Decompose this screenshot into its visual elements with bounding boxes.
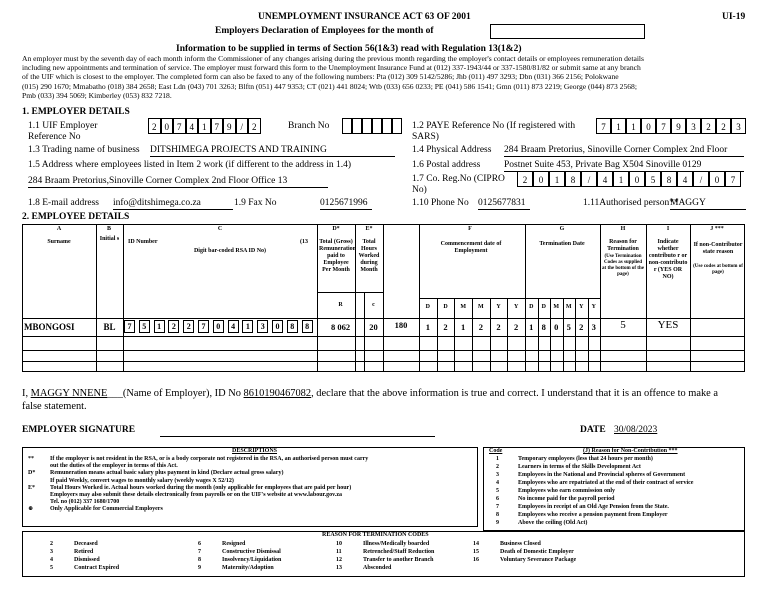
- email-label: 1.8 E-mail address: [28, 198, 99, 208]
- cell-contributor[interactable]: YES: [657, 319, 679, 331]
- termination-reason: Deceased: [74, 541, 98, 547]
- digit-box[interactable]: /: [693, 171, 709, 187]
- column-letter: G: [559, 226, 565, 232]
- cell-surname[interactable]: MBONGOSI: [24, 322, 75, 332]
- termination-code: 2: [50, 541, 53, 547]
- header-non-contrib-note: (Use codes at bottom of page): [693, 264, 743, 275]
- termination-code: 8: [198, 557, 201, 563]
- column-divider: [490, 298, 491, 372]
- date-digit[interactable]: 2: [514, 322, 519, 332]
- uif-ref-label: 1.1 UIF Employer Reference No: [28, 121, 98, 142]
- non-contribution-code: 5: [496, 488, 499, 494]
- row-divider: [317, 292, 383, 293]
- employee-details-heading: 2. EMPLOYEE DETAILS: [22, 212, 130, 222]
- id-digit-box[interactable]: 8: [302, 320, 313, 333]
- signature-label: EMPLOYER SIGNATURE: [22, 425, 136, 435]
- header-contributor: Indicate whether contributo r or non-contributo r (YES OR NO): [648, 239, 688, 280]
- column-divider: [588, 298, 589, 372]
- authorised-person-value: MAGGY: [670, 198, 746, 210]
- non-contribution-reason: Temporary employees (less that 24 hours per month): [518, 456, 653, 462]
- termination-code: 16: [473, 557, 479, 563]
- column-letter: J ***: [710, 226, 724, 232]
- non-contribution-reason: No income paid for the payroll period: [518, 496, 615, 502]
- work-address-value: 284 Braam Pretorius,Sinoville Corner Complex 2nd Floor Office 13: [28, 176, 328, 188]
- declaration-title: Employers Declaration of Employees for the month of: [215, 26, 434, 36]
- column-divider: [507, 298, 508, 372]
- column-letter: D*: [332, 226, 340, 232]
- non-contribution-code: 7: [496, 504, 499, 510]
- branch-digit-box[interactable]: [392, 118, 402, 134]
- date-sub-header: M: [477, 304, 484, 310]
- column-divider: [454, 298, 455, 372]
- branch-label: Branch No: [288, 121, 330, 131]
- column-divider: [437, 298, 438, 372]
- cell-remuneration-cents[interactable]: 20: [369, 322, 378, 332]
- branch-digit-box[interactable]: [362, 118, 372, 134]
- digit-box[interactable]: 1: [613, 171, 629, 187]
- digit-box[interactable]: 4: [186, 118, 199, 134]
- date-value: 30/08/2023: [614, 425, 658, 435]
- date-sub-header: M: [460, 304, 466, 310]
- declaration-text: ___(Name of Employer), ID No: [107, 388, 244, 399]
- sub-header-rand: R: [338, 302, 343, 308]
- description-text: out the duties of the employer in terms of this Act.: [50, 463, 178, 470]
- non-contribution-code: 4: [496, 480, 499, 486]
- trading-name-label: 1.3 Trading name of business: [28, 145, 140, 155]
- header-non-contrib-reason: If non-Contributor state reason: [693, 242, 743, 255]
- termination-reason: Insolvency/Liquidation: [222, 557, 282, 563]
- intro-text: [22, 54, 644, 100]
- date-digit[interactable]: 0: [554, 322, 559, 332]
- termination-reason: Death of Domestic Employer: [500, 549, 574, 555]
- declaration-text: I,: [22, 388, 31, 399]
- fax-label: 1.9 Fax No: [234, 198, 277, 208]
- act-title: UNEMPLOYMENT INSURANCE ACT 63 OF 2001: [258, 12, 471, 22]
- header-id-13: (13: [300, 239, 308, 245]
- date-digit[interactable]: 1: [529, 322, 534, 332]
- declaration-text: false statement.: [22, 400, 87, 412]
- digit-box[interactable]: 0: [629, 171, 645, 187]
- id-digit-box[interactable]: 3: [257, 320, 268, 333]
- description-text: Remuneration means actual basic salary plus payment in kind (Declare actual gross salary): [50, 470, 284, 477]
- description-text: Tel. no (012) 337 1680/1700: [50, 499, 120, 506]
- id-digit-box[interactable]: 0: [272, 320, 283, 333]
- row-divider: [22, 350, 745, 351]
- postal-address-value: Postnet Suite 453, Private Bag X504 Sinoville 0129: [504, 160, 744, 172]
- trading-name-value: DITSHIMEGA PROJECTS AND TRAINING: [150, 145, 395, 157]
- digit-box[interactable]: /: [581, 171, 597, 187]
- date-digit[interactable]: 2: [478, 322, 483, 332]
- digit-box[interactable]: 4: [677, 171, 693, 187]
- header-commencement: Commencement date of Employment: [440, 241, 502, 254]
- termination-code: 13: [336, 565, 342, 571]
- sub-header-cents: c: [372, 302, 375, 308]
- descriptions-title: DESCRIPTIONS: [232, 448, 278, 454]
- date-sub-header: Y: [579, 304, 584, 310]
- digit-box[interactable]: 7: [596, 118, 611, 134]
- header-id-desc: Digit bar-coded RSA ID No): [193, 248, 267, 254]
- termination-reason: Illness/Medically boarded: [363, 541, 430, 547]
- id-digit-box[interactable]: 2: [183, 320, 194, 333]
- non-contribution-title: (J) Reason for Non-Contribution ***: [583, 448, 678, 454]
- description-text: If the employer is not resident in the RSA, or is a body corporate not registered in the RSA, an authorised person must carry: [50, 456, 369, 462]
- non-contribution-code: 1: [496, 456, 499, 462]
- termination-code: 10: [336, 541, 342, 547]
- digit-box[interactable]: 1: [198, 118, 211, 134]
- header-id-number: ID Number: [128, 239, 158, 245]
- header-surname: Surname: [47, 239, 71, 245]
- digit-box[interactable]: 2: [701, 118, 716, 134]
- physical-address-label: 1.4 Physical Address: [412, 145, 492, 155]
- column-divider: [472, 298, 473, 372]
- non-contribution-reason: Employees in receipt of an Old Age Pension from the State.: [518, 504, 669, 510]
- intro-line: (015) 290 1670; Mmabatho (018) 384 2658; East Ldn (043) 701 3263; Blftn (051) 447 9353; CT (021) 441 8024; Wtb (033) 656 0233; PE (041) 586 1541; Gmn (011) 873 2219; George (044) 873 2568;: [22, 81, 637, 91]
- digit-box[interactable]: 2: [517, 171, 533, 187]
- declaration-statement: [22, 388, 718, 413]
- branch-digit-box[interactable]: [372, 118, 382, 134]
- digit-box[interactable]: /: [236, 118, 249, 134]
- digit-box[interactable]: 7: [173, 118, 186, 134]
- digit-box[interactable]: 3: [686, 118, 701, 134]
- date-digit[interactable]: 2: [579, 322, 584, 332]
- cell-termination-reason[interactable]: 5: [620, 319, 626, 331]
- termination-reason: Contract Expired: [74, 565, 120, 571]
- digit-box[interactable]: 1: [626, 118, 641, 134]
- branch-digit-box[interactable]: [342, 118, 352, 134]
- termination-code: 3: [50, 549, 53, 555]
- column-letter: E*: [365, 226, 373, 232]
- digit-box[interactable]: 0: [161, 118, 174, 134]
- termination-code: 5: [50, 565, 53, 571]
- column-letter: I: [666, 226, 670, 232]
- date-sub-header: M: [565, 304, 572, 310]
- description-text: If paid Weekly, convert wages to monthly salary (weekly wages X 52/12): [50, 477, 234, 484]
- digit-box[interactable]: 0: [533, 171, 549, 187]
- id-digit-box[interactable]: 7: [198, 320, 209, 333]
- digit-box[interactable]: 4: [597, 171, 613, 187]
- header-hours: Total Hours Worked during Month: [358, 239, 380, 273]
- header-termination-date: Termination Date: [539, 241, 585, 247]
- id-digit-box[interactable]: 2: [168, 320, 179, 333]
- termination-reason: Voluntary Severance Package: [500, 557, 577, 563]
- termination-code: 4: [50, 557, 53, 563]
- description-key: ⊕: [28, 506, 34, 513]
- signature-line[interactable]: [160, 436, 435, 437]
- description-key: **: [28, 456, 34, 462]
- non-contribution-code: 3: [496, 472, 499, 478]
- description-key: E*: [28, 484, 36, 491]
- id-digit-box[interactable]: 5: [139, 320, 150, 333]
- termination-code: 11: [336, 549, 342, 555]
- description-key: D*: [28, 470, 36, 477]
- termination-reason: Resigned: [222, 541, 246, 547]
- non-contribution-reason: Employees who earn commission only: [518, 488, 616, 494]
- date-digit[interactable]: 2: [496, 322, 501, 332]
- digit-box[interactable]: 2: [248, 118, 261, 134]
- column-letter: A: [56, 226, 62, 232]
- date-sub-header: D: [541, 304, 546, 310]
- termination-reason: Business Closed: [500, 541, 541, 547]
- form-code: UI-19: [722, 12, 746, 22]
- description-text: Total Hours Worked ie. Actual hours worked during the month (only applicable for employees that are paid per hour): [50, 484, 352, 491]
- email-value: info@ditshimega.co.za: [113, 198, 233, 210]
- column-letter: H: [620, 226, 626, 232]
- date-digit[interactable]: 5: [566, 322, 571, 332]
- non-contribution-reason: Employees who receive a pension payment from Employer: [518, 512, 668, 518]
- branch-digit-box[interactable]: [352, 118, 362, 134]
- date-sub-header: D: [425, 304, 430, 310]
- intro-line: An employer must by the seventh day of each month inform the Commissioner of any changes arising during the previous month regarding the employer's contact details or employees remuneration details: [22, 54, 644, 63]
- column-letter: C: [217, 226, 223, 232]
- intro-line: Pmb (033) 394 5069; Kimberley (053) 832 7218.: [22, 90, 172, 100]
- digit-box[interactable]: 0: [709, 171, 725, 187]
- digit-box[interactable]: 7: [725, 171, 741, 187]
- termination-reason: Absconded: [363, 565, 392, 571]
- id-digit-box[interactable]: 0: [213, 320, 224, 333]
- row-divider: [22, 336, 745, 337]
- termination-code: 12: [336, 557, 342, 563]
- digit-box[interactable]: 1: [611, 118, 626, 134]
- digit-box[interactable]: 2: [148, 118, 161, 134]
- termination-reason: Dismissed: [74, 557, 100, 563]
- non-contribution-code: 2: [496, 464, 499, 470]
- digit-box[interactable]: 9: [671, 118, 686, 134]
- column-divider: [538, 298, 539, 372]
- digit-box[interactable]: 8: [565, 171, 581, 187]
- non-contribution-reason: Learners in terms of the Skills Development Act: [518, 464, 641, 470]
- digit-box[interactable]: 7: [211, 118, 224, 134]
- intro-line: of the UIF which is closest to the employer. The completed form can also be faxed to any of the following numbers: Pta (012) 309 5142/5286; Jhb (011) 497 3293; Dbn (031) 366 2156; Polokwane: [22, 72, 619, 82]
- non-contribution-code: 8: [496, 512, 499, 518]
- phone-label: 1.10 Phone No: [412, 198, 469, 208]
- description-text: Employers may also submit these details electronically from payrolls or on the UIF's website at www.labour.gov.za: [50, 491, 342, 498]
- header-initials: Initial s: [99, 236, 120, 242]
- authorised-person-label: 1.11Authorised person**: [583, 198, 679, 208]
- non-contribution-code: 9: [496, 520, 499, 526]
- digit-box[interactable]: 5: [645, 171, 661, 187]
- branch-digit-box[interactable]: [382, 118, 392, 134]
- paye-ref-label: 1.2 PAYE Reference No (If registered with SARS): [412, 121, 576, 142]
- date-sub-header: D: [529, 304, 534, 310]
- header-remuneration: Total (Gross) Remuneration paid to Employee Per Month: [319, 239, 356, 273]
- termination-reason: Constructive Dismissal: [222, 549, 281, 555]
- termination-code: 14: [473, 541, 479, 547]
- id-digit-box[interactable]: 8: [287, 320, 298, 333]
- id-digit-box[interactable]: 4: [228, 320, 239, 333]
- digit-box[interactable]: 7: [656, 118, 671, 134]
- date-sub-header: D: [443, 304, 448, 310]
- column-divider: [563, 298, 564, 372]
- employer-name: MAGGY NNENE: [30, 388, 108, 399]
- termination-reason: Retired: [74, 549, 94, 555]
- date-digit[interactable]: 1: [461, 322, 466, 332]
- date-digit[interactable]: 1: [425, 322, 430, 332]
- date-digit[interactable]: 8: [541, 322, 546, 332]
- description-text: Only Applicable for Commercial Employers: [50, 506, 163, 513]
- row-divider: [22, 361, 745, 362]
- non-contribution-code: 6: [496, 496, 499, 502]
- non-contribution-reason: Above the ceiling (Old Act): [518, 520, 588, 526]
- cell-hours[interactable]: 180: [394, 320, 408, 330]
- column-divider: [550, 298, 551, 372]
- date-sub-header: Y: [591, 304, 596, 310]
- date-sub-header: Y: [496, 304, 501, 310]
- non-contribution-reason: Employees in the National and Provincial spheres of Government: [518, 472, 686, 478]
- date-label: DATE: [580, 425, 606, 435]
- column-letter: F: [468, 226, 472, 232]
- id-digit-box[interactable]: 7: [124, 320, 135, 333]
- termination-reason: Retrenched/Staff Reduction: [363, 549, 435, 555]
- date-digit[interactable]: 2: [443, 322, 448, 332]
- section-title: Information to be supplied in terms of Section 56(1&3) read with Regulation 13(1&2): [176, 44, 522, 54]
- header-termination-note: (Use Termination Codes as supplied at the bottom of the page): [602, 254, 644, 277]
- column-letter: B: [106, 226, 111, 232]
- digit-box[interactable]: 3: [731, 118, 746, 134]
- digit-box[interactable]: 2: [716, 118, 731, 134]
- date-sub-header: Y: [513, 304, 519, 310]
- termination-reason: Transfer to another Branch: [363, 557, 434, 563]
- physical-address-value: 284 Braam Pretorius, Sinoville Corner Complex 2nd Floor: [504, 145, 744, 157]
- cell-initials[interactable]: BL: [103, 322, 116, 332]
- phone-value: 0125677831: [478, 198, 530, 210]
- termination-code: 7: [198, 549, 201, 555]
- digit-box[interactable]: 9: [223, 118, 236, 134]
- id-digit-box[interactable]: 1: [242, 320, 253, 333]
- work-address-label: 1.5 Address where employees listed in Item 2 work (if different to the address in 1.4): [28, 160, 352, 170]
- date-sub-header: M: [553, 304, 560, 310]
- id-digit-box[interactable]: 1: [154, 320, 165, 333]
- date-digit[interactable]: 3: [591, 322, 596, 332]
- intro-line: including new appointments and termination of service. The employer must forward this form to the Unemployment Insurance Fund at (012) 337-1943/44 or 337-1580/81/82 or submit same at any branch: [22, 63, 641, 73]
- column-divider: [575, 298, 576, 372]
- postal-address-label: 1.6 Postal address: [412, 160, 481, 170]
- employer-id-number: 8610190467082: [243, 388, 312, 399]
- header-termination-reason: Reason for Termination: [607, 239, 639, 252]
- co-reg-label: 1.7 Co. Reg.No (CIPRO No): [412, 174, 505, 195]
- digit-box[interactable]: 1: [549, 171, 565, 187]
- digit-box[interactable]: 8: [661, 171, 677, 187]
- termination-code: 15: [473, 549, 479, 555]
- termination-reason: Maternity/Adoption: [222, 565, 274, 571]
- termination-code: 9: [198, 565, 201, 571]
- non-contribution-reason: Employees who are repatriated at the end of their contract of service: [518, 480, 694, 486]
- termination-code: 6: [198, 541, 201, 547]
- month-field[interactable]: [490, 24, 645, 39]
- fax-value: 0125671996: [320, 198, 372, 210]
- employer-details-heading: 1. EMPLOYER DETAILS: [22, 107, 130, 117]
- termination-codes-title: REASON FOR TERMINATION CODES: [322, 532, 429, 538]
- code-heading: Code: [489, 448, 503, 454]
- digit-box[interactable]: 0: [641, 118, 656, 134]
- cell-remuneration-rand[interactable]: 8 062: [330, 322, 351, 332]
- declaration-text: , declare that the above information is true and correct. I understand that it is an offence to make a: [311, 388, 718, 399]
